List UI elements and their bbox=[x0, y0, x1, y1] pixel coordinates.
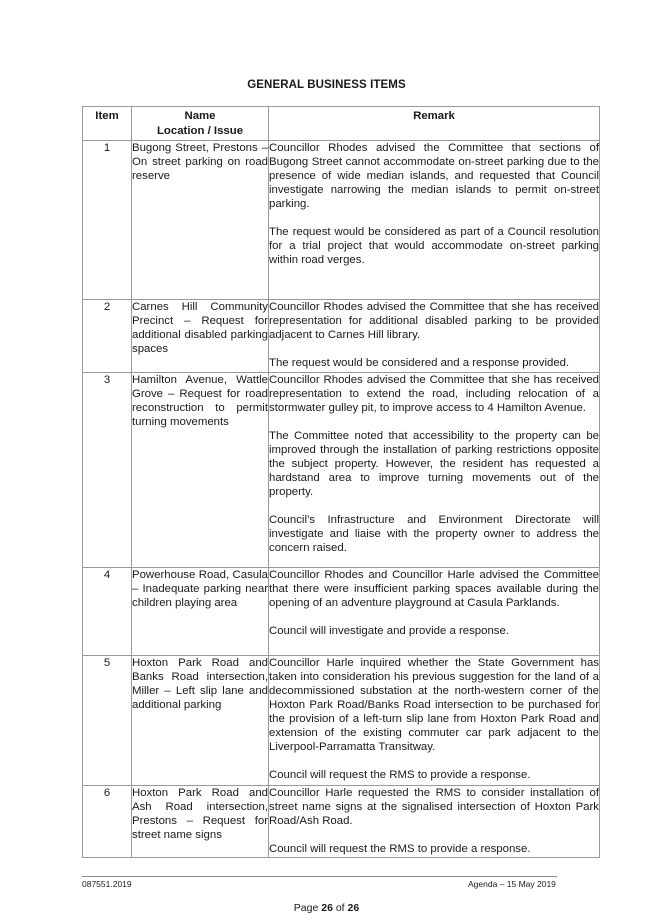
item-name: Carnes Hill Community Precinct – Request for additional disabled parking spaces bbox=[132, 300, 269, 373]
page-current: 26 bbox=[321, 902, 333, 914]
name-column-header bbox=[132, 107, 269, 141]
remark-paragraph: Councillor Harle inquired whether the State Government has taken into consideration his previous suggestion for the land of a decommissioned substation at the north-western corner of the Hoxton Park Road/Banks Road intersection to be purchased for the provision of a left-turn slip lane from Hoxton Park Road and extension of the existing commuter car park adjacent to the Liverpool-Parramatta Transitway. bbox=[269, 657, 599, 753]
remark-paragraph: Councillor Rhodes advised the Committee that she has received representation for additional disabled parking to be provided adjacent to Carnes Hill library. bbox=[269, 301, 599, 341]
page-separator: of bbox=[332, 902, 348, 914]
item-number: 3 bbox=[83, 373, 132, 568]
item-number: 4 bbox=[83, 568, 132, 656]
remark-column-header: Remark bbox=[269, 107, 600, 141]
table-row bbox=[83, 786, 600, 858]
item-remark bbox=[269, 568, 600, 656]
item-number: 5 bbox=[83, 656, 132, 786]
table-row bbox=[83, 141, 600, 300]
item-name: Powerhouse Road, Casula – Inadequate parking near children playing area bbox=[132, 568, 269, 656]
name-header-line1: Name bbox=[184, 110, 216, 122]
item-remark bbox=[269, 300, 600, 373]
item-column-header: Item bbox=[83, 107, 132, 141]
page-total: 26 bbox=[347, 902, 360, 914]
item-name: Hoxton Park Road and Banks Road intersection, Miller – Left slip lane and additional parking bbox=[132, 656, 269, 786]
item-number: 2 bbox=[83, 300, 132, 373]
remark-paragraph: Councillor Rhodes advised the Committee that she has received representation to extend the road, including relocation of a stormwater gulley pit, to improve access to 4 Hamilton Avenue. bbox=[269, 374, 599, 414]
remark-paragraph: Council will investigate and provide a response. bbox=[269, 625, 509, 637]
remark-paragraph: The Committee noted that accessibility to the property can be improved through the installation of parking restrictions opposite the subject property. However, the resident has requested a hardstand area to improve turning movements out of the property. bbox=[269, 430, 599, 498]
remark-paragraph: The request would be considered and a response provided. bbox=[269, 357, 570, 369]
item-remark bbox=[269, 373, 600, 568]
remark-paragraph: Council’s Infrastructure and Environment Directorate will investigate and liaise with the property owner to address the concern raised. bbox=[269, 514, 599, 554]
name-header-line2: Location / Issue bbox=[156, 125, 244, 137]
item-number: 1 bbox=[83, 141, 132, 300]
remark-paragraph: Councillor Harle requested the RMS to consider installation of street name signs at the signalised intersection of Hoxton Park Road/Ash Road. bbox=[269, 787, 599, 827]
item-remark bbox=[269, 786, 600, 858]
table-row bbox=[83, 373, 600, 568]
table-row bbox=[83, 300, 600, 373]
footer-rule bbox=[82, 876, 557, 877]
table-row bbox=[83, 568, 600, 656]
table-header-row bbox=[83, 107, 600, 141]
item-name: Hamilton Avenue, Wattle Grove – Request for road reconstruction to permit turning movements bbox=[132, 373, 269, 568]
remark-paragraph: Council will request the RMS to provide a response. bbox=[269, 843, 531, 855]
table-row bbox=[83, 656, 600, 786]
item-name: Bugong Street, Prestons – On street parking on road reserve bbox=[132, 141, 269, 300]
document-id: 087551.2019 bbox=[82, 879, 132, 889]
item-number: 6 bbox=[83, 786, 132, 858]
page-prefix: Page bbox=[293, 902, 322, 914]
item-remark bbox=[269, 141, 600, 300]
page-number bbox=[0, 902, 653, 914]
agenda-date: Agenda – 15 May 2019 bbox=[468, 879, 556, 889]
remark-paragraph: Councillor Rhodes and Councillor Harle advised the Committee that there were insufficient parking spaces available during the opening of an adventure playground at Casula Parklands. bbox=[269, 569, 599, 609]
page-title: GENERAL BUSINESS ITEMS bbox=[247, 79, 406, 91]
item-remark bbox=[269, 656, 600, 786]
item-name: Hoxton Park Road and Ash Road intersection, Prestons – Request for street name signs bbox=[132, 786, 269, 858]
general-business-table bbox=[82, 106, 600, 858]
remark-paragraph: Council will request the RMS to provide a response. bbox=[269, 769, 531, 781]
remark-paragraph: Councillor Rhodes advised the Committee that sections of Bugong Street cannot accommodate on-street parking due to the presence of wide median islands, and requested that Council investigate narrowing the median islands to permit on-street parking. bbox=[269, 142, 599, 210]
remark-paragraph: The request would be considered as part of a Council resolution for a trial project that would accommodate on-street parking within road verges. bbox=[269, 226, 599, 266]
